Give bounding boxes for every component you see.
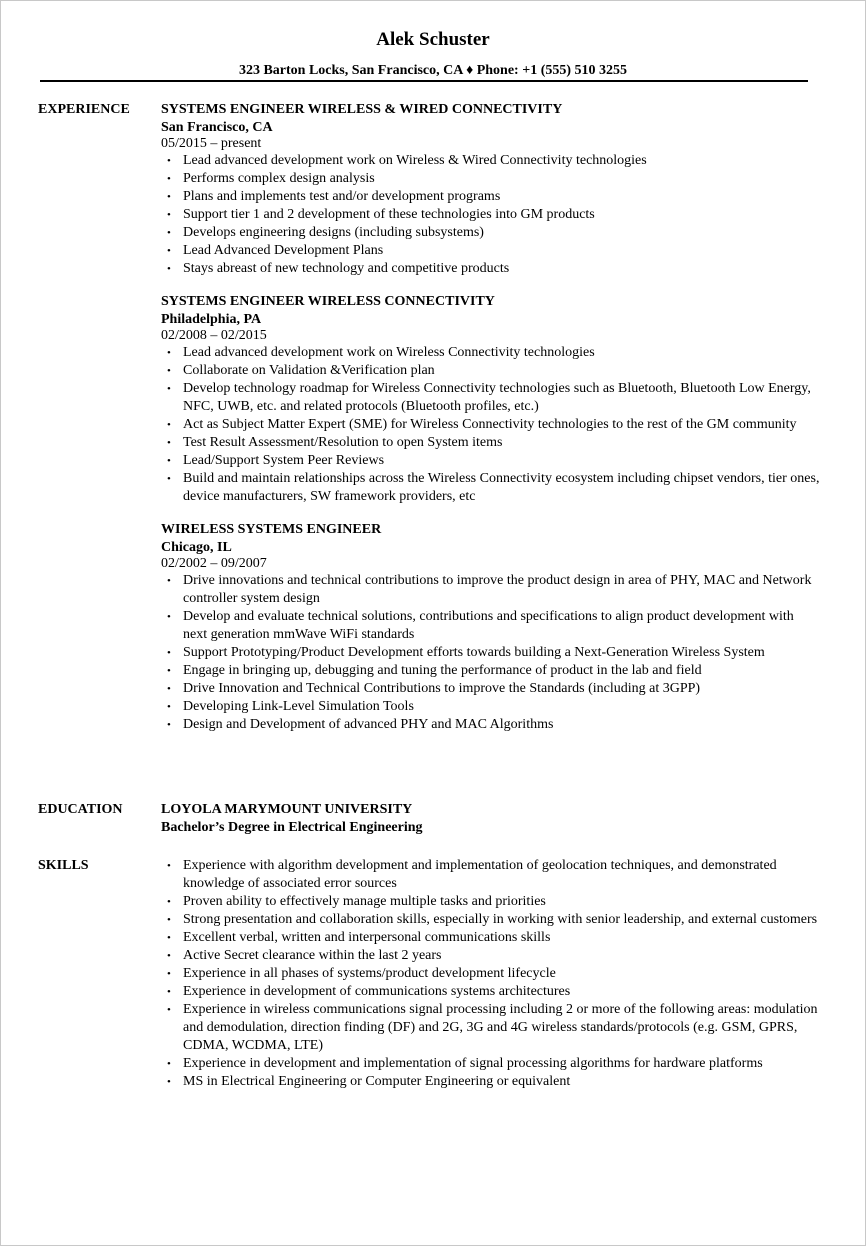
job-location: Chicago, IL xyxy=(161,540,232,555)
list-item: • Develops engineering designs (including subsystems) xyxy=(161,224,821,242)
list-item: • Stays abreast of new technology and competitive products xyxy=(161,260,821,278)
list-item: • Lead advanced development work on Wireless Connectivity technologies xyxy=(161,344,821,362)
experience-list xyxy=(161,101,821,749)
list-item: • Collaborate on Validation &Verification plan xyxy=(161,362,821,380)
list-item: • Experience with algorithm development and implementation of geolocation techniques, and demonstrated knowledge of associated error sources xyxy=(161,857,821,893)
list-item: • Support Prototyping/Product Development efforts towards building a Next-Generation Wireless System xyxy=(161,644,821,662)
job-title: SYSTEMS ENGINEER WIRELESS CONNECTIVITY xyxy=(161,294,495,309)
list-item: • Lead Advanced Development Plans xyxy=(161,242,821,260)
job-duties xyxy=(161,572,821,734)
skills-bullets xyxy=(161,857,821,1091)
job-location: Philadelphia, PA xyxy=(161,312,262,327)
list-item: • Developing Link-Level Simulation Tools xyxy=(161,698,821,716)
contact-line: 323 Barton Locks, San Francisco, CA ♦ Phone: +1 (555) 510 3255 xyxy=(238,63,628,78)
list-item: • Active Secret clearance within the last 2 years xyxy=(161,947,821,965)
list-item: • Test Result Assessment/Resolution to open System items xyxy=(161,434,821,452)
section-label-experience: EXPERIENCE xyxy=(38,102,130,117)
list-item: • Strong presentation and collaboration skills, especially in working with senior leadership, and external customers xyxy=(161,911,821,929)
job-entry xyxy=(161,101,821,278)
school-name: LOYOLA MARYMOUNT UNIVERSITY xyxy=(161,802,413,817)
list-item: • Develop and evaluate technical solutions, contributions and specifications to align product development with next generation mmWave WiFi standards xyxy=(161,608,821,644)
header-divider xyxy=(40,80,808,82)
list-item: • Excellent verbal, written and interpersonal communications skills xyxy=(161,929,821,947)
section-label-skills: SKILLS xyxy=(38,858,89,873)
list-item: • Engage in bringing up, debugging and tuning the performance of product in the lab and field xyxy=(161,662,821,680)
list-item: • Experience in development of communications systems architectures xyxy=(161,983,821,1001)
candidate-name: Alek Schuster xyxy=(376,29,490,50)
list-item: • Experience in all phases of systems/product development lifecycle xyxy=(161,965,821,983)
list-item: • Lead advanced development work on Wireless & Wired Connectivity technologies xyxy=(161,152,821,170)
education-entry xyxy=(161,801,821,837)
job-entry xyxy=(161,521,821,734)
list-item: • Support tier 1 and 2 development of these technologies into GM products xyxy=(161,206,821,224)
list-item: • Proven ability to effectively manage multiple tasks and priorities xyxy=(161,893,821,911)
list-item: • Develop technology roadmap for Wireless Connectivity technologies such as Bluetooth, Bluetooth Low Energy, NFC, UWB, etc. and related protocols (Bluetooth profiles, etc.) xyxy=(161,380,821,416)
list-item: • Lead/Support System Peer Reviews xyxy=(161,452,821,470)
list-item: • Act as Subject Matter Expert (SME) for Wireless Connectivity technologies to the rest of the GM community xyxy=(161,416,821,434)
list-item: • Build and maintain relationships across the Wireless Connectivity ecosystem including chipset vendors, tier ones, device manufacturers, SW framework providers, etc xyxy=(161,470,821,506)
skills-list xyxy=(161,857,821,1091)
job-dates: 02/2008 – 02/2015 xyxy=(161,328,267,343)
list-item: • Drive innovations and technical contributions to improve the product design in area of PHY, MAC and Network controller system design xyxy=(161,572,821,608)
list-item: • Experience in development and implementation of signal processing algorithms for hardware platforms xyxy=(161,1055,821,1073)
section-label-education: EDUCATION xyxy=(38,802,123,817)
list-item: • Drive Innovation and Technical Contributions to improve the Standards (including at 3GPP) xyxy=(161,680,821,698)
job-location: San Francisco, CA xyxy=(161,120,273,135)
list-item: • Experience in wireless communications signal processing including 2 or more of the following areas: modulation and demodulation, direction finding (DF) and 2G, 3G and 4G wireless standards/protocols (e.g. GSM, GPRS, CDMA, WCDMA, LTE) xyxy=(161,1001,821,1055)
job-title: SYSTEMS ENGINEER WIRELESS & WIRED CONNECTIVITY xyxy=(161,102,563,117)
job-duties xyxy=(161,344,821,506)
job-entry xyxy=(161,293,821,506)
job-dates: 05/2015 – present xyxy=(161,136,262,151)
list-item: • Performs complex design analysis xyxy=(161,170,821,188)
list-item: • MS in Electrical Engineering or Computer Engineering or equivalent xyxy=(161,1073,821,1091)
job-dates: 02/2002 – 09/2007 xyxy=(161,556,267,571)
job-title: WIRELESS SYSTEMS ENGINEER xyxy=(161,522,382,537)
list-item: • Design and Development of advanced PHY and MAC Algorithms xyxy=(161,716,821,734)
degree-name: Bachelor’s Degree in Electrical Engineering xyxy=(161,820,423,835)
list-item: • Plans and implements test and/or development programs xyxy=(161,188,821,206)
job-duties xyxy=(161,152,821,278)
